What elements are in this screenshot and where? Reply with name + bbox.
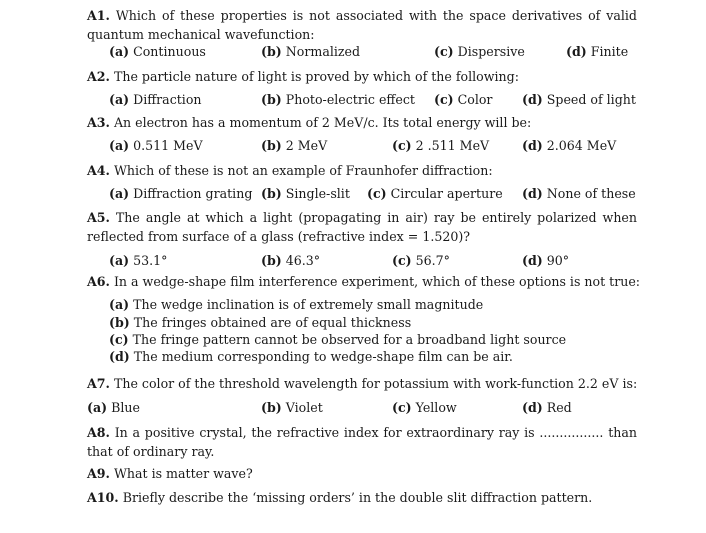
option-c: (c) 56.7°: [392, 253, 450, 268]
option-a: (a) 0.511 MeV: [109, 138, 203, 153]
option-d: (d) None of these: [522, 186, 636, 201]
question-number: A1.: [87, 8, 110, 23]
question-text: Which of these properties is not associated with the space derivatives of valid quantum mechanical wavefunction:: [87, 8, 637, 42]
question-a8: [87, 423, 637, 461]
option-a: (a) The wedge inclination is of extremely small magnitude: [109, 297, 484, 312]
question-text: What is matter wave?: [113, 466, 253, 481]
option-d: (d) 2.064 MeV: [522, 138, 617, 153]
question-text: In a wedge-shape film interference experiment, which of these options is not true:: [113, 274, 641, 289]
question-a2: [87, 69, 519, 85]
option-c: (c) Color: [434, 92, 493, 107]
question-number: A3.: [87, 115, 110, 130]
option-c: (c) 2 .511 MeV: [392, 138, 490, 153]
question-a10: [87, 490, 592, 506]
question-text: Briefly describe the ‘missing orders’ in the double slit diffraction pattern.: [122, 490, 593, 505]
question-number: A4.: [87, 163, 110, 178]
option-d: (d) The medium corresponding to wedge-shape film can be air.: [109, 349, 513, 364]
option-c: (c) Circular aperture: [367, 186, 503, 201]
question-text: An electron has a momentum of 2 MeV/c. Its total energy will be:: [113, 115, 532, 130]
question-number: A10.: [87, 490, 119, 505]
option-a: (a) Blue: [87, 400, 140, 415]
question-a5: [87, 208, 637, 246]
option-b: (b) The fringes obtained are of equal thickness: [109, 315, 412, 330]
question-number: A9.: [87, 466, 110, 481]
option-c: (c) The fringe pattern cannot be observed for a broadband light source: [109, 332, 567, 347]
option-b: (b) Normalized: [261, 44, 361, 59]
option-b: (b) 46.3°: [261, 253, 321, 268]
question-a6: [87, 274, 640, 290]
question-text: In a positive crystal, the refractive index for extraordinary ray is ................ than that of ordinary ray.: [87, 425, 637, 459]
option-a: (a) Diffraction: [109, 92, 202, 107]
option-b: (b) Photo-electric effect: [261, 92, 415, 107]
option-a: (a) Diffraction grating: [109, 186, 253, 201]
option-c: (c) Dispersive: [434, 44, 525, 59]
option-c: (c) Yellow: [392, 400, 457, 415]
option-b: (b) Violet: [261, 400, 323, 415]
question-text: Which of these is not an example of Fraunhofer diffraction:: [113, 163, 493, 178]
question-number: A2.: [87, 69, 110, 84]
option-d: (d) Finite: [566, 44, 629, 59]
question-a4: [87, 163, 493, 179]
question-number: A7.: [87, 376, 110, 391]
question-text: The particle nature of light is proved by which of the following:: [113, 69, 519, 84]
question-number: A6.: [87, 274, 110, 289]
question-text: The angle at which a light (propagating in air) ray be entirely polarized when reflected from surface of a glass (refractive index = 1.520)?: [87, 210, 637, 244]
option-b: (b) Single-slit: [261, 186, 350, 201]
question-number: A5.: [87, 210, 110, 225]
question-a3: [87, 115, 531, 131]
question-a9: [87, 466, 253, 482]
option-d: (d) 90°: [522, 253, 570, 268]
option-a: (a) 53.1°: [109, 253, 168, 268]
question-a1: [87, 6, 637, 44]
question-text: The color of the threshold wavelength for potassium with work-function 2.2 eV is:: [113, 376, 638, 391]
option-a: (a) Continuous: [109, 44, 206, 59]
question-number: A8.: [87, 425, 110, 440]
question-a7: [87, 376, 637, 392]
option-b: (b) 2 MeV: [261, 138, 328, 153]
option-d: (d) Speed of light: [522, 92, 636, 107]
option-d: (d) Red: [522, 400, 572, 415]
